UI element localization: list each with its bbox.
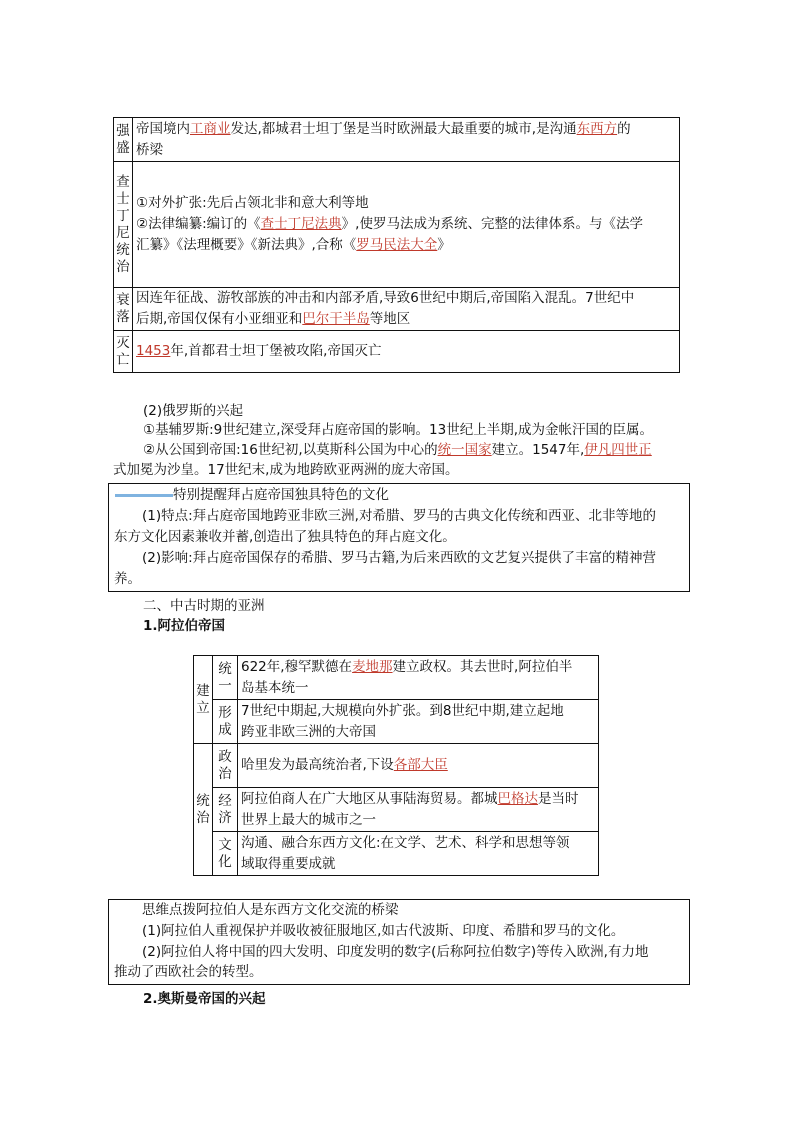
arab-row — [194, 832, 599, 876]
arab-row-content — [238, 788, 599, 832]
text-segment: ①对外扩张:先后占领北非和意大利等地 — [136, 195, 369, 211]
arab-row-content — [238, 832, 599, 876]
text-segment: 汇纂》《法理概要》《新法典》,合称《 — [136, 237, 357, 253]
arab-content-line — [241, 657, 595, 678]
text-segment: 》,使罗马法成为系统、完整的法律体系。与《法学 — [341, 216, 643, 232]
russia-p3: 式加冕为沙皇。17世纪末,成为地跨欧亚两洲的庞大帝国。 — [113, 462, 459, 478]
keyword-link[interactable]: 麦地那 — [352, 658, 393, 675]
byz-row-label: 衰 落 — [114, 288, 133, 331]
think-line-3: 推动了西欧社会的转型。 — [114, 964, 263, 980]
text-segment: 因连年征战、游牧部族的冲击和内部矛盾,导致6世纪中期后,帝国陷入混乱。7世纪中 — [136, 290, 635, 306]
arab-row-content — [238, 700, 599, 744]
arab-table — [193, 655, 599, 876]
byz-row-content — [133, 162, 680, 288]
text-segment: 》 — [437, 237, 451, 253]
keyword-link[interactable]: 巴尔干半岛 — [302, 311, 370, 327]
byz-content-line — [136, 341, 676, 362]
arab-content-line — [241, 701, 595, 722]
arab-group-establish: 建 立 — [194, 656, 213, 744]
text-segment: 发达,都城君士坦丁堡是当时欧洲最大最重要的城市,是沟通 — [230, 120, 577, 137]
text-segment: 沟通、融合东西方文化:在文学、艺术、科学和思想等领 — [241, 834, 570, 851]
byz-content-line — [136, 193, 676, 214]
think-line-2: (2)阿拉伯人将中国的四大发明、印度发明的数字(后称阿拉伯数字)等传入欧洲,有力地 — [142, 944, 649, 960]
byz-row-content — [133, 118, 680, 162]
arab-row — [194, 700, 599, 744]
text-segment: 世界上最大的城市之一 — [241, 811, 376, 828]
keyword-link[interactable]: 罗马民法大全 — [356, 237, 438, 253]
russia-heading: (2)俄罗斯的兴起 — [143, 403, 244, 419]
byz-content-line — [136, 288, 676, 309]
keyword-link[interactable]: 工商业 — [190, 120, 231, 137]
byz-row-label: 灭 亡 — [114, 331, 133, 373]
text-segment: 桥梁 — [136, 141, 163, 158]
arab-content-line — [241, 810, 595, 831]
byz-content-line — [136, 214, 676, 235]
byz-content-line — [136, 309, 676, 330]
arab-content-line — [241, 722, 595, 743]
arab-row-label: 经 济 — [213, 788, 238, 832]
keyword-link[interactable]: 1453 — [136, 343, 171, 359]
think-line-1: (1)阿拉伯人重视保护并吸收被征服地区,如古代波斯、印度、希腊和罗马的文化。 — [142, 923, 625, 939]
tip-line-3: (2)影响:拜占庭帝国保存的希腊、罗马古籍,为后来西欧的文艺复兴提供了丰富的精神营 — [142, 550, 656, 566]
byz-row-content — [133, 288, 680, 331]
text-segment: 的 — [617, 120, 631, 137]
byz-row — [114, 288, 680, 331]
byz-row-label: 强 盛 — [114, 118, 133, 162]
think-title: 思维点拨阿拉伯人是东西方文化交流的桥梁 — [142, 902, 399, 918]
text-segment: ②法律编纂:编订的《 — [136, 216, 261, 232]
arab-row-content — [238, 656, 599, 700]
keyword-link[interactable]: 各部大臣 — [393, 757, 448, 773]
subheading-ottoman: 2.奥斯曼帝国的兴起 — [143, 991, 266, 1007]
russia-p1: ①基辅罗斯:9世纪建立,深受拜占庭帝国的影响。13世纪上半期,成为金帐汗国的臣属。 — [143, 422, 653, 438]
subheading-arab: 1.阿拉伯帝国 — [143, 618, 226, 634]
arab-row-label: 统 一 — [213, 656, 238, 700]
arab-row — [194, 656, 599, 700]
byz-row — [114, 331, 680, 373]
tip-box — [108, 483, 690, 592]
byz-row — [114, 162, 680, 288]
arab-row — [194, 788, 599, 832]
byz-row-content — [133, 331, 680, 373]
arab-content-line — [241, 833, 595, 854]
text-segment: 是当时 — [538, 790, 579, 807]
arab-row — [194, 744, 599, 788]
text-segment: 622年,穆罕默德在 — [241, 658, 353, 675]
think-box — [108, 899, 690, 985]
arab-content-line — [241, 755, 595, 776]
keyword-link[interactable]: 巴格达 — [497, 790, 538, 807]
text-segment: 帝国境内 — [136, 120, 190, 137]
arab-content-line — [241, 854, 595, 875]
tip-bar — [115, 494, 173, 497]
arab-row-label: 文 化 — [213, 832, 238, 876]
tip-line-1: (1)特点:拜占庭帝国地跨亚非欧三洲,对希腊、罗马的古典文化传统和西亚、北非等地的 — [142, 508, 656, 524]
tip-line-4: 养。 — [114, 571, 141, 587]
byz-row — [114, 118, 680, 162]
text-segment: 哈里发为最高统治者,下设 — [241, 757, 394, 773]
arab-row-label: 政 治 — [213, 744, 238, 788]
byzantine-table — [113, 117, 680, 373]
text-segment: 岛基本统一 — [241, 679, 309, 696]
byz-content-line — [136, 119, 676, 140]
byz-content-line — [136, 235, 676, 256]
text-segment: 年,首都君士坦丁堡被攻陷,帝国灭亡 — [170, 343, 382, 359]
arab-content-line — [241, 789, 595, 810]
arab-row-label: 形 成 — [213, 700, 238, 744]
byz-content-line — [136, 140, 676, 161]
byz-row-label: 查 士 丁 尼 统 治 — [114, 162, 133, 288]
keyword-link[interactable]: 查士丁尼法典 — [260, 216, 342, 232]
text-segment: 等地区 — [369, 311, 411, 327]
text-segment: 阿拉伯商人在广大地区从事陆海贸易。都城 — [241, 790, 498, 807]
arab-row-content — [238, 744, 599, 788]
text-segment: 跨亚非欧三洲的大帝国 — [241, 723, 376, 740]
text-segment: 后期,帝国仅保有小亚细亚和 — [136, 311, 303, 327]
text-segment: 建立政权。其去世时,阿拉伯半 — [392, 658, 573, 675]
text-segment: 域取得重要成就 — [241, 855, 336, 872]
tip-title: 特别提醒拜占庭帝国独具特色的文化 — [173, 487, 389, 503]
tip-line-2: 东方文化因素兼收并蓄,创造出了独具特色的拜占庭文化。 — [114, 529, 456, 545]
text-segment: 7世纪中期起,大规模向外扩张。到8世纪中期,建立起地 — [241, 702, 564, 719]
arab-group-rule: 统 治 — [194, 744, 213, 876]
arab-content-line — [241, 678, 595, 699]
section-heading-asia: 二、中古时期的亚洲 — [143, 598, 265, 614]
russia-p2: ②从公国到帝国:16世纪初,以莫斯科公国为中心的统一国家建立。1547年,伊凡四世正 — [143, 442, 652, 458]
keyword-link[interactable]: 东西方 — [576, 120, 618, 137]
